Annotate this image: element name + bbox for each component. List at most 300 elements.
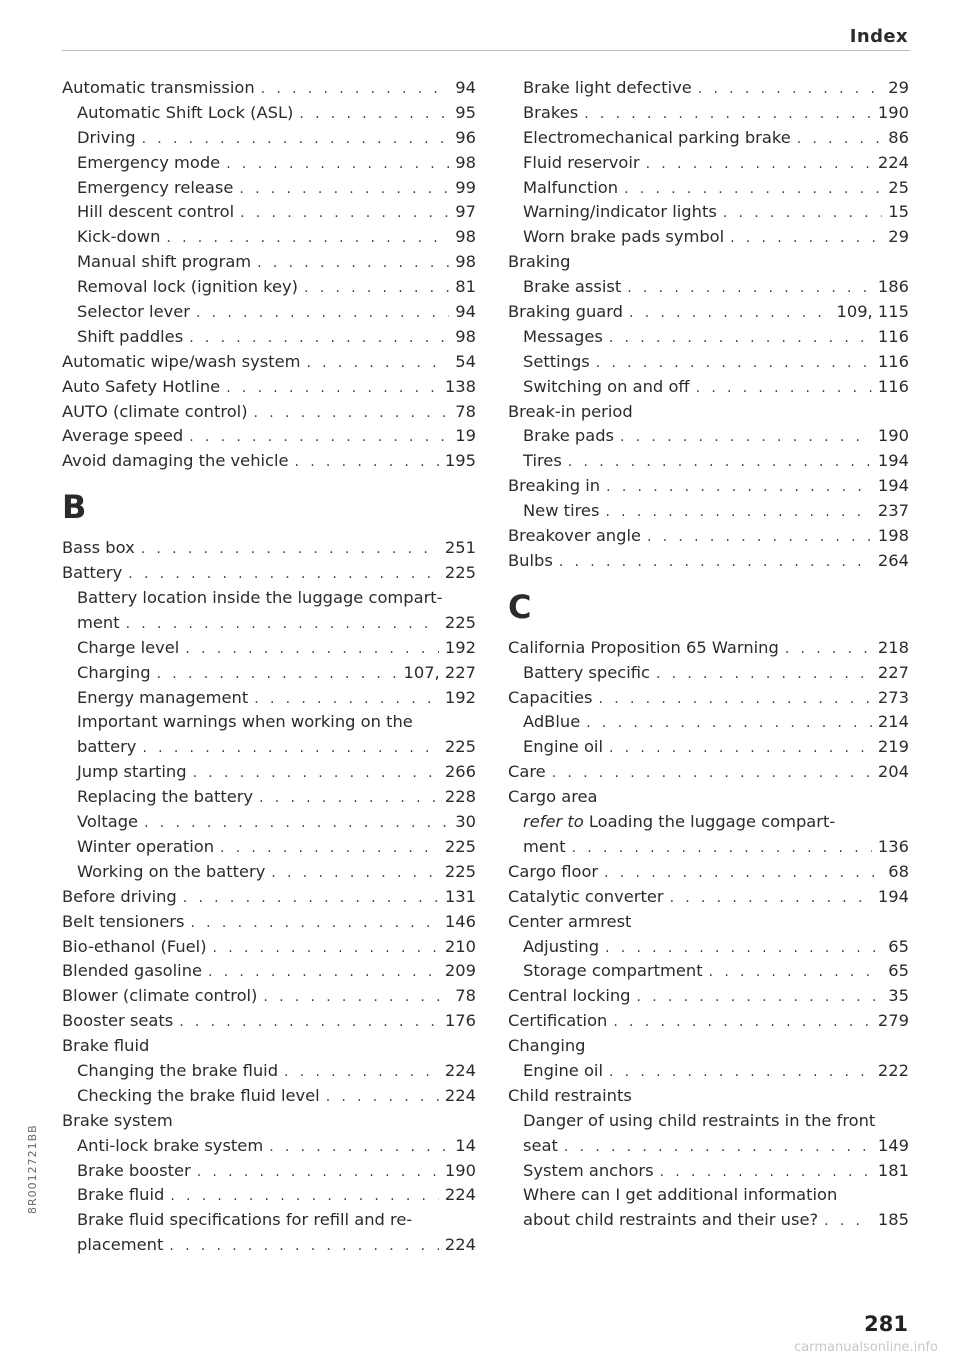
index-entry-term: Jump starting — [77, 762, 187, 782]
dot-leader — [226, 376, 439, 401]
dot-leader — [613, 1010, 872, 1035]
index-entry — [62, 1009, 476, 1034]
dot-leader — [326, 1085, 439, 1110]
index-entry-term: Certification — [508, 1011, 608, 1031]
dot-leader — [306, 351, 449, 376]
index-entry-term: Working on the battery — [77, 861, 266, 881]
page-number: 281 — [864, 1312, 908, 1336]
document-code: 8R0012721BB — [26, 1124, 39, 1214]
index-entry — [508, 375, 909, 400]
index-entry-term: ment — [77, 612, 120, 632]
dot-leader — [620, 425, 872, 450]
dot-leader — [189, 425, 449, 450]
index-entry-page: 251 — [444, 538, 476, 558]
dot-leader — [170, 1184, 439, 1209]
dot-leader — [141, 537, 439, 562]
index-entry-term: Adjusting — [523, 936, 600, 956]
index-entry-term: Brake fluid specifications for refill and re- — [77, 1210, 413, 1230]
index-entry — [62, 449, 476, 474]
index-entry-page: 116 — [877, 326, 909, 346]
index-entry-page: 176 — [444, 1011, 476, 1031]
index-entry-term: Automatic transmission — [62, 78, 255, 97]
index-entry — [508, 959, 909, 984]
index-entry-page: 224 — [444, 1060, 476, 1080]
dot-leader — [604, 861, 882, 886]
dot-leader — [179, 1010, 439, 1035]
index-entry-term: Winter operation — [77, 836, 215, 856]
index-entry-page: 225 — [444, 612, 476, 632]
index-entry — [508, 785, 909, 810]
dot-leader — [627, 276, 872, 301]
index-entry-term: Automatic wipe/wash system — [62, 351, 301, 371]
index-entry-term: Storage compartment — [523, 961, 703, 981]
dot-leader — [609, 326, 872, 351]
index-entry-term: Shift paddles — [77, 326, 184, 346]
index-entry-page: 190 — [877, 102, 909, 122]
index-entry — [62, 1059, 476, 1084]
index-entry-page: 29 — [888, 227, 909, 247]
index-entry-page: 264 — [877, 550, 909, 570]
index-entry — [508, 935, 909, 960]
index-entry — [508, 549, 909, 574]
entries-b — [62, 536, 476, 1258]
index-entry — [508, 910, 909, 935]
index-entry — [62, 760, 476, 785]
index-entry-page: 97 — [455, 202, 476, 222]
index-entry-page: 19 — [455, 426, 476, 446]
index-entry-page: 136 — [877, 836, 909, 856]
index-entry — [62, 200, 476, 225]
dot-leader — [723, 201, 882, 226]
index-entry — [62, 935, 476, 960]
index-entry — [508, 860, 909, 885]
index-entry-page: 98 — [455, 152, 476, 172]
index-entry-term: Bio-ethanol (Fuel) — [62, 936, 207, 956]
dot-leader — [185, 637, 439, 662]
index-entry-page: 225 — [444, 836, 476, 856]
dot-leader — [254, 401, 450, 426]
index-entry-term: Brake assist — [523, 277, 622, 297]
index-entry — [62, 959, 476, 984]
dot-leader — [284, 1060, 439, 1085]
index-entry-page: 78 — [455, 986, 476, 1006]
dot-leader — [660, 1160, 872, 1185]
dot-leader — [605, 500, 871, 525]
index-entry-term: Auto Safety Hotline — [62, 376, 221, 396]
index-entry — [62, 661, 476, 686]
index-entry — [508, 275, 909, 300]
index-entry-term: Catalytic converter — [508, 886, 664, 906]
dot-leader — [564, 1135, 872, 1160]
dot-leader — [263, 985, 449, 1010]
index-entry-term: Manual shift program — [77, 252, 252, 272]
index-entry — [62, 400, 476, 425]
index-entry — [62, 835, 476, 860]
index-entry-term: Worn brake pads symbol — [523, 227, 725, 247]
index-entry-page: 98 — [455, 227, 476, 247]
index-entry-page: 190 — [444, 1160, 476, 1180]
index-entry — [62, 126, 476, 151]
dot-leader — [259, 786, 439, 811]
index-entry — [508, 524, 909, 549]
index-entry — [508, 710, 909, 735]
index-entry — [62, 151, 476, 176]
index-entry — [508, 474, 909, 499]
header-rule — [62, 50, 910, 51]
index-entry-term: Braking guard — [508, 302, 623, 322]
index-entry-page: 65 — [888, 961, 909, 981]
index-entry-page: 222 — [877, 1060, 909, 1080]
index-entry-term: Brake system — [62, 1110, 173, 1130]
dot-leader — [586, 711, 872, 736]
index-entry-term: New tires — [523, 501, 600, 521]
index-entry-page: 116 — [877, 351, 909, 371]
dot-leader — [208, 960, 439, 985]
index-entry-term: Fluid reservoir — [523, 152, 640, 172]
index-entry-page: 192 — [444, 687, 476, 707]
index-entry-term: Brake pads — [523, 426, 615, 446]
dot-leader — [599, 687, 872, 712]
index-column-right — [508, 76, 909, 1233]
dot-leader — [226, 152, 449, 177]
index-entry-page: 95 — [455, 102, 476, 122]
index-entry — [508, 735, 909, 760]
index-entry — [508, 325, 909, 350]
index-entry-page: 195 — [444, 451, 476, 471]
dot-leader — [220, 836, 439, 861]
index-entry — [62, 735, 476, 760]
index-entry-term: Removal lock (ignition key) — [77, 277, 299, 297]
index-entry — [62, 686, 476, 711]
index-entry-page: 54 — [455, 351, 476, 371]
index-entry-page: 98 — [455, 326, 476, 346]
dot-leader — [637, 985, 883, 1010]
dot-leader — [624, 177, 882, 202]
index-entry-page: 224 — [444, 1235, 476, 1255]
entries-b-continued — [508, 76, 909, 574]
index-entry — [508, 350, 909, 375]
dot-leader — [196, 301, 449, 326]
index-entry-term: Avoid damaging the vehicle — [62, 451, 289, 471]
index-entry — [508, 76, 909, 101]
dot-leader — [190, 911, 438, 936]
index-entry — [508, 400, 909, 425]
index-entry-term: Bass box — [62, 538, 135, 558]
index-entry — [62, 176, 476, 201]
dot-leader — [797, 127, 883, 152]
dot-leader — [295, 450, 439, 475]
index-entry-page: 146 — [444, 911, 476, 931]
dot-leader — [239, 177, 449, 202]
index-entry-page: 96 — [455, 127, 476, 147]
index-entry-term: Hill descent control — [77, 202, 235, 222]
dot-leader — [596, 351, 872, 376]
index-entry-page: 273 — [877, 687, 909, 707]
dot-leader — [128, 562, 439, 587]
index-entry — [508, 885, 909, 910]
index-entry-page: 194 — [877, 476, 909, 496]
index-entry-page: 194 — [877, 451, 909, 471]
index-entry-term: Battery — [62, 563, 123, 583]
index-entry — [62, 350, 476, 375]
index-entry-term: Brake light defective — [523, 78, 692, 97]
index-entry-term: Belt tensioners — [62, 911, 185, 931]
index-entry-term: Brake fluid — [62, 1036, 150, 1056]
index-entry — [62, 860, 476, 885]
running-header-title: Index — [849, 26, 908, 47]
index-entry-term: Booster seats — [62, 1011, 174, 1031]
index-entry-term: Break-in period — [508, 401, 633, 421]
index-entry-term: seat — [523, 1135, 558, 1155]
index-entry — [62, 225, 476, 250]
dot-leader — [197, 1160, 439, 1185]
index-entry-term: Charge level — [77, 637, 180, 657]
index-entry-page: 185 — [877, 1210, 909, 1230]
index-entry-page: 14 — [455, 1135, 476, 1155]
index-entry-page: 68 — [888, 861, 909, 881]
index-entry-page: 81 — [455, 277, 476, 297]
index-entry-term: Engine oil — [523, 1060, 603, 1080]
dot-leader — [304, 276, 449, 301]
index-entry-term: Switching on and off — [523, 376, 690, 396]
dot-leader — [169, 1234, 439, 1259]
index-entry-term: Blower (climate control) — [62, 986, 258, 1006]
index-entry-term: Care — [508, 762, 546, 782]
index-entry-term: Changing — [508, 1036, 586, 1056]
index-entry-term: Average speed — [62, 426, 184, 446]
index-entry-term: Important warnings when working on the — [77, 712, 413, 732]
dot-leader — [126, 612, 439, 637]
index-entry — [62, 710, 476, 735]
dot-leader — [606, 475, 872, 500]
index-entry — [62, 325, 476, 350]
dot-leader — [142, 127, 450, 152]
index-entry-term: Breaking in — [508, 476, 601, 496]
index-entry — [508, 835, 909, 860]
index-entry — [508, 1059, 909, 1084]
index-entry — [508, 1134, 909, 1159]
index-entry — [508, 1159, 909, 1184]
index-entry-page: 237 — [877, 501, 909, 521]
dot-leader — [213, 936, 439, 961]
index-entry-term: Anti-lock brake system — [77, 1135, 264, 1155]
index-entry-term: Checking the brake fluid level — [77, 1085, 320, 1105]
dot-leader — [670, 886, 872, 911]
dot-leader — [254, 687, 439, 712]
index-entry-page: 30 — [455, 812, 476, 832]
index-entry — [62, 1159, 476, 1184]
index-entry — [62, 885, 476, 910]
dot-leader — [193, 761, 439, 786]
dot-leader — [240, 201, 449, 226]
index-entry — [62, 984, 476, 1009]
index-entry — [508, 1109, 909, 1134]
index-entry-page: 224 — [877, 152, 909, 172]
dot-leader — [269, 1135, 449, 1160]
index-entry — [508, 636, 909, 661]
index-entry-term: AUTO (climate control) — [62, 401, 248, 421]
index-entry-page: 194 — [877, 886, 909, 906]
section-letter-b: B — [62, 488, 87, 527]
index-entry-page: 15 — [888, 202, 909, 222]
dot-leader — [785, 637, 872, 662]
index-entry-term: Center armrest — [508, 911, 632, 931]
index-entry-page: 138 — [444, 376, 476, 396]
index-entry — [508, 1034, 909, 1059]
index-entry-page: 224 — [444, 1085, 476, 1105]
dot-leader — [609, 736, 872, 761]
index-entry-page: 25 — [888, 177, 909, 197]
index-entry-term: Brake fluid — [77, 1185, 165, 1205]
index-entry — [508, 810, 909, 835]
index-entry-term: placement — [77, 1235, 164, 1255]
dot-leader — [189, 326, 449, 351]
index-entry-term: Cargo floor — [508, 861, 599, 881]
index-entry — [508, 686, 909, 711]
index-entry — [62, 1084, 476, 1109]
index-entry-term: Cargo area — [508, 787, 598, 807]
index-entry — [508, 176, 909, 201]
index-entry — [508, 1183, 909, 1208]
index-entry-term: System anchors — [523, 1160, 654, 1180]
watermark: carmanualsonline.info — [794, 1340, 938, 1355]
index-entry — [62, 1183, 476, 1208]
index-entry-term: Warning/indicator lights — [523, 202, 717, 222]
index-entry — [62, 275, 476, 300]
index-entry — [508, 424, 909, 449]
index-entry-term: Blended gasoline — [62, 961, 203, 981]
index-entry — [62, 785, 476, 810]
index-entry — [508, 760, 909, 785]
index-entry-term: Danger of using child restraints in the front — [523, 1110, 876, 1130]
index-entry-term: Selector lever — [77, 302, 190, 322]
index-entry — [62, 250, 476, 275]
index-entry-page: 186 — [877, 277, 909, 297]
dot-leader — [271, 861, 439, 886]
index-entry-page: 29 — [888, 78, 909, 97]
index-entry-term: Messages — [523, 326, 603, 346]
index-entry-page: 107, 227 — [403, 662, 476, 682]
index-entry-term: Replacing the battery — [77, 787, 254, 807]
index-entry — [62, 375, 476, 400]
index-entry-page: 198 — [877, 526, 909, 546]
index-entry — [62, 1233, 476, 1258]
index-entry-page: 78 — [455, 401, 476, 421]
index-entry-term: Battery location inside the luggage compart- — [77, 588, 443, 608]
index-entry-page: 214 — [877, 712, 909, 732]
index-entry-page: 94 — [455, 78, 476, 97]
index-entry-term: Voltage — [77, 812, 139, 832]
index-entry-page: 228 — [444, 787, 476, 807]
index-entry — [62, 424, 476, 449]
index-entry — [62, 1109, 476, 1134]
index-entry-term: Brakes — [523, 102, 579, 122]
index-entry — [62, 561, 476, 586]
index-entry — [508, 499, 909, 524]
index-entry-page: 94 — [455, 302, 476, 322]
index-entry-term: Changing the brake fluid — [77, 1060, 279, 1080]
index-entry-term: Malfunction — [523, 177, 619, 197]
dot-leader — [183, 886, 439, 911]
dot-leader — [629, 301, 830, 326]
index-entry-page: 225 — [444, 563, 476, 583]
index-entry-term: AdBlue — [523, 712, 581, 732]
index-entry-page: 190 — [877, 426, 909, 446]
index-entry — [62, 810, 476, 835]
index-entry — [508, 1084, 909, 1109]
dot-leader — [696, 376, 872, 401]
index-entry-page: 109, 115 — [836, 302, 909, 322]
index-entry-page: 227 — [877, 662, 909, 682]
index-entry-term: Energy management — [77, 687, 249, 707]
index-entry-term: Before driving — [62, 886, 177, 906]
dot-leader — [709, 960, 883, 985]
index-entry — [62, 611, 476, 636]
dot-leader — [605, 936, 882, 961]
index-entry-term: Breakover angle — [508, 526, 642, 546]
index-entry-term: battery — [77, 737, 137, 757]
index-entry-page: 210 — [444, 936, 476, 956]
dot-leader — [257, 251, 449, 276]
dot-leader — [144, 811, 449, 836]
index-entry — [62, 1034, 476, 1059]
dot-leader — [166, 226, 449, 251]
index-entry-term: Central locking — [508, 986, 631, 1006]
cross-reference-label: refer to — [523, 812, 584, 832]
index-entry-page: 192 — [444, 637, 476, 657]
index-entry-page: 279 — [877, 1011, 909, 1031]
index-entry-term: Child restraints — [508, 1085, 632, 1105]
index-entry — [508, 1009, 909, 1034]
index-entry-term: Charging — [77, 662, 151, 682]
index-entry-page: 225 — [444, 861, 476, 881]
index-entry — [62, 101, 476, 126]
index-entry-page: 204 — [877, 762, 909, 782]
index-entry-term: Emergency release — [77, 177, 234, 197]
index-entry — [62, 76, 476, 101]
index-entry — [508, 984, 909, 1009]
index-entry-page: 209 — [444, 961, 476, 981]
index-entry-term: Braking — [508, 252, 571, 272]
entries-a — [62, 76, 476, 474]
index-entry — [62, 586, 476, 611]
dot-leader — [584, 102, 872, 127]
dot-leader — [552, 761, 872, 786]
index-entry — [508, 151, 909, 176]
index-column-left — [62, 76, 476, 1258]
index-entry-term: Bulbs — [508, 550, 553, 570]
index-entry-term: Engine oil — [523, 737, 603, 757]
index-entry — [508, 101, 909, 126]
index-entry-page: 219 — [877, 737, 909, 757]
index-entry — [508, 225, 909, 250]
index-entry-page: 181 — [877, 1160, 909, 1180]
index-entry-page: 98 — [455, 252, 476, 272]
index-entry — [508, 1208, 909, 1233]
index-entry-term: Electromechanical parking brake — [523, 127, 791, 147]
index-entry-term: Brake booster — [77, 1160, 191, 1180]
index-entry — [62, 1134, 476, 1159]
entries-c — [508, 636, 909, 1233]
index-entry — [508, 200, 909, 225]
index-entry-page: 86 — [888, 127, 909, 147]
index-entry-term: Emergency mode — [77, 152, 221, 172]
index-entry-page: 224 — [444, 1185, 476, 1205]
index-entry — [508, 250, 909, 275]
cross-reference-target: Loading the luggage compart- — [583, 812, 836, 832]
dot-leader — [646, 152, 872, 177]
index-entry-term: Where can I get additional information — [523, 1185, 838, 1205]
